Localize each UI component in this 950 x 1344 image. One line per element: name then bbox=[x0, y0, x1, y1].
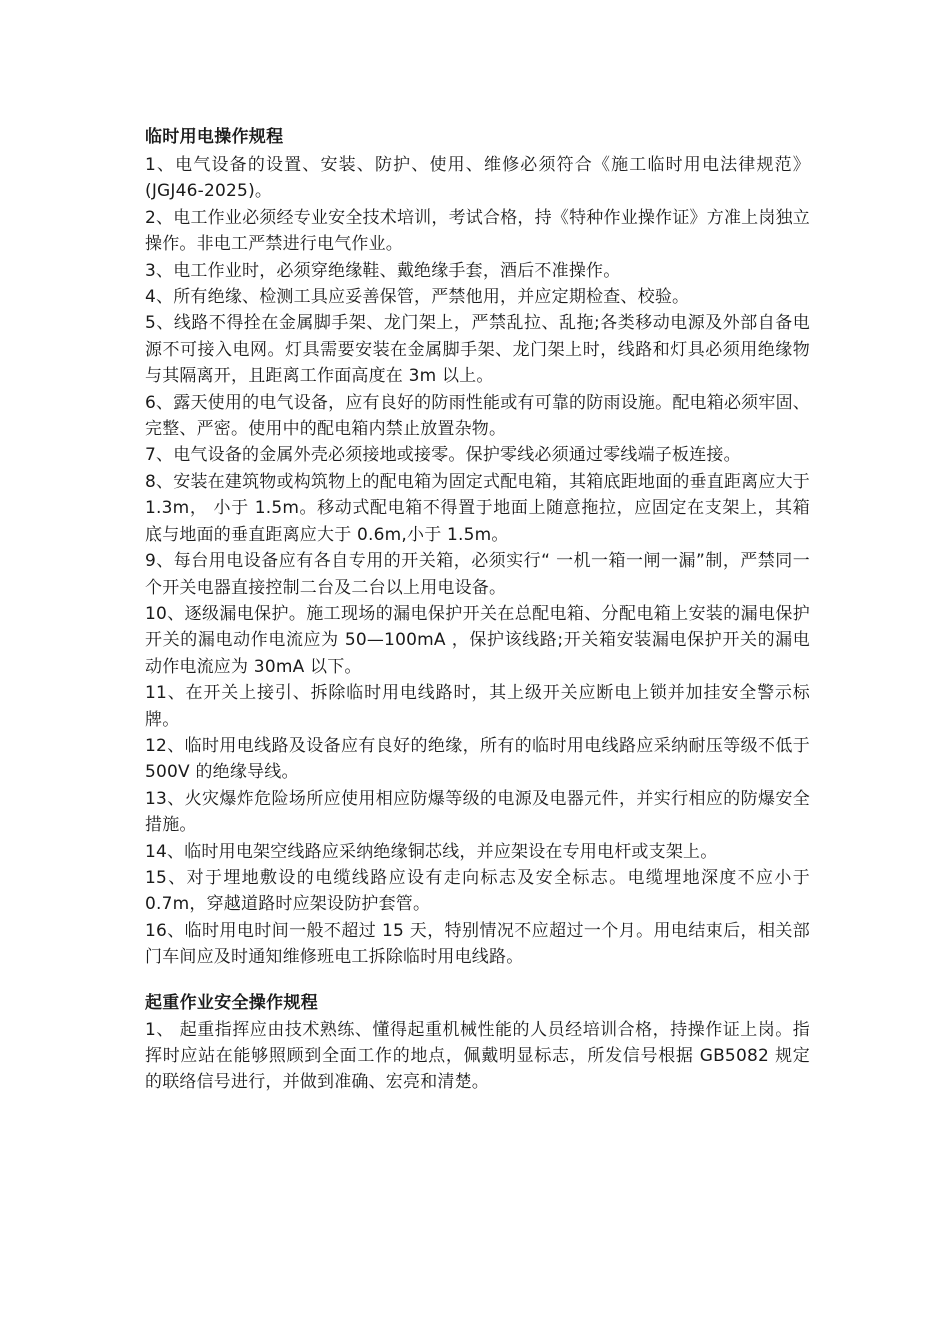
section-lifting-operations bbox=[145, 989, 810, 1096]
section-divider-space bbox=[145, 971, 810, 989]
section-title: 临时用电操作规程 bbox=[145, 127, 284, 147]
document-page bbox=[145, 122, 810, 1096]
rule-paragraph-14: 14、临时用电架空线路应采纳绝缘铜芯线，并应架设在专用电杆或支架上。 bbox=[145, 841, 718, 862]
rule-paragraph-16: 16、临时用电时间一般不超过 15 天，特别情况不应超过一个月。用电结束后，相关部门车间应及时通知维修班电工拆除临时用电线路。 bbox=[145, 920, 810, 968]
rule-paragraph-1: 1、电气设备的设置、安装、防护、使用、维修必须符合《施工临时用电法律规范》(JGJ46-2025)。 bbox=[145, 155, 810, 202]
rule-paragraph-7: 7、电气设备的金属外壳必须接地或接零。保护零线必须通过零线端子板连接。 bbox=[145, 445, 741, 466]
rule-paragraph-3: 3、电工作业时，必须穿绝缘鞋、戴绝缘手套，酒后不准操作。 bbox=[145, 260, 621, 281]
rule-paragraph-5: 5、线路不得拴在金属脚手架、龙门架上，严禁乱拉、乱拖;各类移动电源及外部自备电源不可接入电网。灯具需要安装在金属脚手架、龙门架上时，线路和灯具必须用绝缘物与其隔离开，且距离工作面高度在 3m 以上。 bbox=[145, 313, 810, 387]
section-temporary-electricity bbox=[145, 122, 810, 971]
rule-paragraph-6: 6、露天使用的电气设备，应有良好的防雨性能或有可靠的防雨设施。配电箱必须牢固、完整、严密。使用中的配电箱内禁止放置杂物。 bbox=[145, 392, 810, 440]
rule-paragraph-9: 9、每台用电设备应有各自专用的开关箱，必须实行“ 一机一箱一闸一漏”制，严禁同一个开关电器直接控制二台及二台以上用电设备。 bbox=[145, 551, 810, 598]
rule-paragraph-4: 4、所有绝缘、检测工具应妥善保管，严禁他用，并应定期检查、校验。 bbox=[145, 287, 690, 308]
rule-paragraph-12: 12、临时用电线路及设备应有良好的绝缘，所有的临时用电线路应采纳耐压等级不低于 500V 的绝缘导线。 bbox=[145, 735, 810, 783]
rule-paragraph-2: 2、电工作业必须经专业安全技术培训，考试合格，持《特种作业操作证》方准上岗独立操作。非电工严禁进行电气作业。 bbox=[145, 207, 810, 255]
rule-paragraph-13: 13、火灾爆炸危险场所应使用相应防爆等级的电源及电器元件，并实行相应的防爆安全措施。 bbox=[145, 788, 810, 836]
rule-paragraph-10: 10、逐级漏电保护。施工现场的漏电保护开关在总配电箱、分配电箱上安装的漏电保护开关的漏电动作电流应为 50—100mA ，保护该线路;开关箱安装漏电保护开关的漏电动作电流应为 30mA 以下。 bbox=[145, 603, 810, 677]
rule-paragraph-1: 1、 起重指挥应由技术熟练、懂得起重机械性能的人员经培训合格，持操作证上岗。指挥时应站在能够照顾到全面工作的地点，佩戴明显标志，所发信号根据 GB5082 规定的联络信号进行，并做到准确、宏亮和清楚。 bbox=[145, 1019, 810, 1093]
rule-paragraph-8: 8、安装在建筑物或构筑物上的配电箱为固定式配电箱，其箱底距地面的垂直距离应大于 1.3m， 小于 1.5m。移动式配电箱不得置于地面上随意拖拉，应固定在支架上，其箱底与地面的垂直距离应大于 0.6m,小于 1.5m。 bbox=[145, 471, 810, 545]
rule-paragraph-11: 11、在开关上接引、拆除临时用电线路时，其上级开关应断电上锁并加挂安全警示标牌。 bbox=[145, 683, 810, 730]
section-title: 起重作业安全操作规程 bbox=[145, 992, 318, 1013]
rule-paragraph-15: 15、对于埋地敷设的电缆线路应设有走向标志及安全标志。电缆埋地深度不应小于 0.7m，穿越道路时应架设防护套管。 bbox=[145, 867, 810, 915]
